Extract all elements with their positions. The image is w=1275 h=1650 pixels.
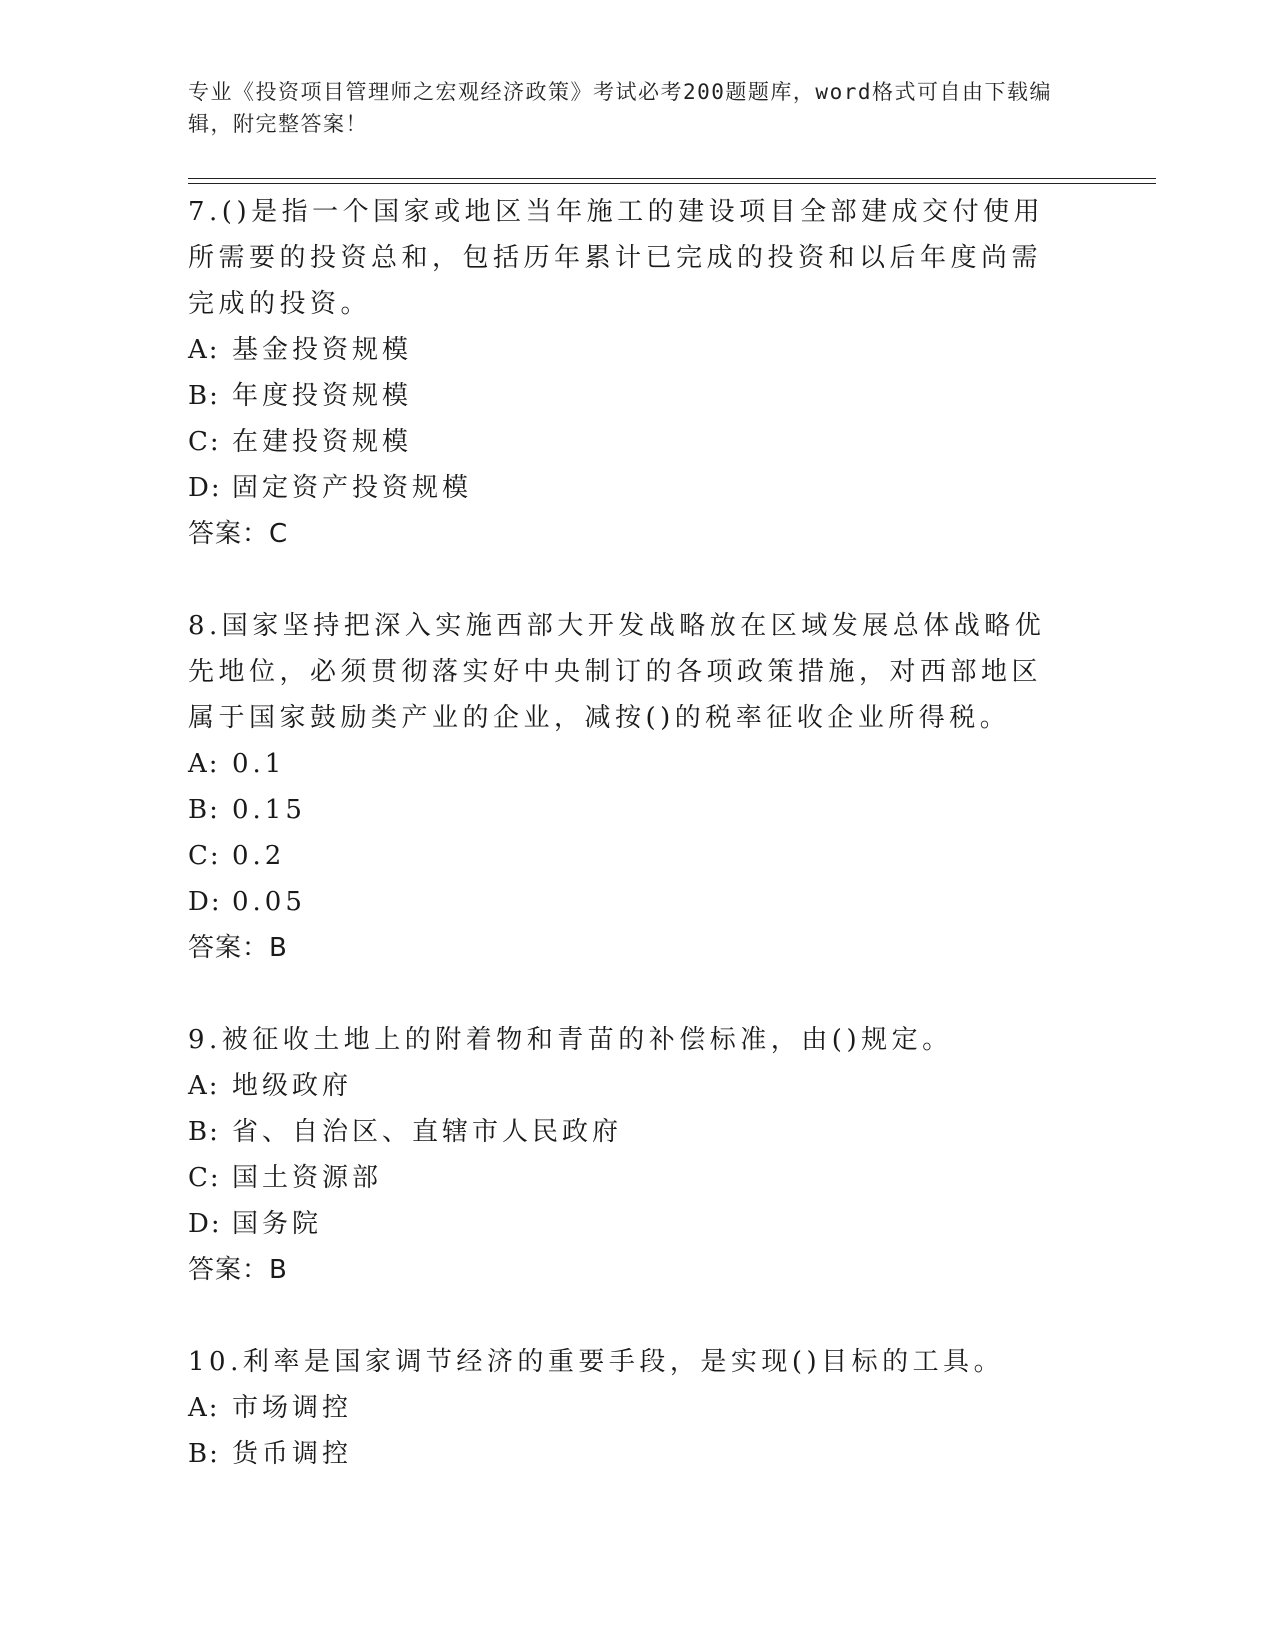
option-text: 0.2 <box>232 841 286 871</box>
option-letter: D: <box>188 473 222 503</box>
question-text: 7.()是指一个国家或地区当年施工的建设项目全部建成交付使用所需要的投资总和，包括历年累计已完成的投资和以后年度尚需完成的投资。 <box>188 197 1045 319</box>
option-letter: A: <box>188 1071 220 1101</box>
question-8 <box>188 603 1068 971</box>
option-b <box>188 787 1068 833</box>
header-divider <box>188 178 1156 184</box>
option-c <box>188 1155 1068 1201</box>
option-b <box>188 1109 1068 1155</box>
option-text: 市场调控 <box>232 1393 353 1423</box>
option-d <box>188 879 1068 925</box>
option-text: 在建投资规模 <box>232 427 413 457</box>
question-10 <box>188 1339 1068 1477</box>
question-9 <box>188 1017 1068 1293</box>
option-d <box>188 1201 1068 1247</box>
option-a <box>188 1385 1068 1431</box>
option-letter: B: <box>188 1117 220 1147</box>
option-text: 货币调控 <box>232 1439 353 1469</box>
option-c <box>188 419 1068 465</box>
option-b <box>188 373 1068 419</box>
option-text: 0.1 <box>232 749 286 779</box>
option-letter: C: <box>188 841 221 871</box>
option-text: 固定资产投资规模 <box>232 473 473 503</box>
document-header: 专业《投资项目管理师之宏观经济政策》考试必考200题题库，word格式可自由下载编辑，附完整答案！ <box>188 80 1052 136</box>
option-letter: D: <box>188 887 222 917</box>
option-text: 国土资源部 <box>232 1163 383 1193</box>
option-text: 0.05 <box>232 887 306 917</box>
option-letter: C: <box>188 1163 221 1193</box>
option-text: 基金投资规模 <box>232 335 413 365</box>
option-text: 0.15 <box>232 795 306 825</box>
question-text: 8.国家坚持把深入实施西部大开发战略放在区域发展总体战略优先地位，必须贯彻落实好中央制订的各项政策措施，对西部地区属于国家鼓励类产业的企业，减按()的税率征收企业所得税。 <box>188 611 1046 733</box>
option-d <box>188 465 1068 511</box>
option-letter: B: <box>188 1439 220 1469</box>
question-text: 9.被征收土地上的附着物和青苗的补偿标准，由()规定。 <box>188 1025 953 1055</box>
option-a <box>188 327 1068 373</box>
question-text: 10.利率是国家调节经济的重要手段，是实现()目标的工具。 <box>188 1347 1005 1377</box>
answer-line: 答案：B <box>188 933 288 963</box>
option-a <box>188 741 1068 787</box>
option-letter: C: <box>188 427 221 457</box>
option-text: 省、自治区、直辖市人民政府 <box>232 1117 623 1147</box>
option-b <box>188 1431 1068 1477</box>
option-text: 年度投资规模 <box>232 381 413 411</box>
option-letter: B: <box>188 795 220 825</box>
option-text: 国务院 <box>232 1209 323 1239</box>
option-letter: A: <box>188 1393 220 1423</box>
option-letter: D: <box>188 1209 222 1239</box>
option-a <box>188 1063 1068 1109</box>
question-list <box>188 189 1068 1523</box>
question-7 <box>188 189 1068 557</box>
option-letter: B: <box>188 381 220 411</box>
answer-line: 答案：C <box>188 519 289 549</box>
answer-line: 答案：B <box>188 1255 288 1285</box>
option-text: 地级政府 <box>232 1071 353 1101</box>
option-letter: A: <box>188 335 220 365</box>
option-c <box>188 833 1068 879</box>
option-letter: A: <box>188 749 220 779</box>
